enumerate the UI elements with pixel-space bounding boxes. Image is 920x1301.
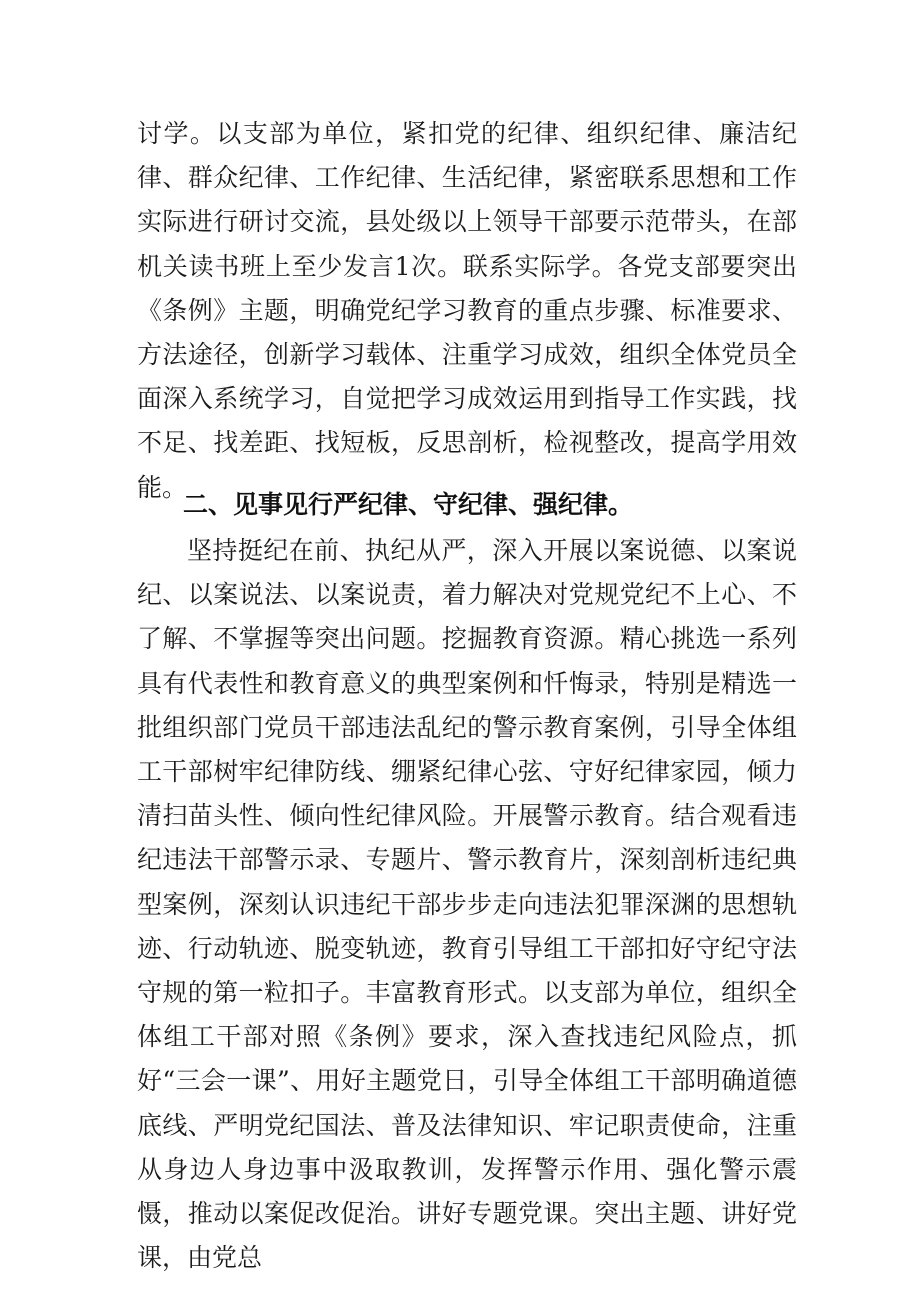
section-heading: 二、见事见行严纪律、守纪律、强纪律。 (183, 490, 634, 519)
section-paragraph: 坚持挺纪在前、执纪从严，深入开展以案说德、以案说纪、以案说法、以案说责，着力解决对党规党纪不上心、不了解、不掌握等突出问题。挖掘教育资源。精心挑选一系列具有代表性和教育意义的典型案例和忏悔录，特别是精选一批组织部门党员干部违法乱纪的警示教育案例，引导全体组工干部树牢纪律防线、绷紧纪律心弦、守好纪律家园，倾力清扫苗头性、倾向性纪律风险。开展警示教育。结合观看违纪违法干部警示录、专题片、警示教育片，深刻剖析违纪典型案例，深刻认识违纪干部步步走向违法犯罪深渊的思想轨迹、行动轨迹、脱变轨迹，教育引导组工干部扣好守纪守法守规的第一粒扣子。丰富教育形式。以支部为单位，组织全体组工干部对照《条例》要求，深入查找违纪风险点，抓好“三会一课”、用好主题党日，引导全体组工干部明确道德底线、严明党纪国法、普及法律知识、牢记职责使命，注重从身边人身边事中汲取教训，发挥警示作用、强化警示震慑，推动以案促改促治。讲好专题党课。突出主题、讲好党课，由党总 (137, 536, 797, 1273)
paragraph-continuation: 讨学。以支部为单位，紧扣党的纪律、组织纪律、廉洁纪律、群众纪律、工作纪律、生活纪律，紧密联系思想和工作实际进行研讨交流，县处级以上领导干部要示范带头，在部机关读书班上至少发言1次。联系实际学。各党支部要突出《条例》主题，明确党纪学习教育的重点步骤、标准要求、方法途径，创新学习载体、注重学习成效，组织全体党员全面深入系统学习，自觉把学习成效运用到指导工作实践，找不足、找差距、找短板，反思剖析，检视整改，提高学用效能。 (137, 119, 797, 502)
